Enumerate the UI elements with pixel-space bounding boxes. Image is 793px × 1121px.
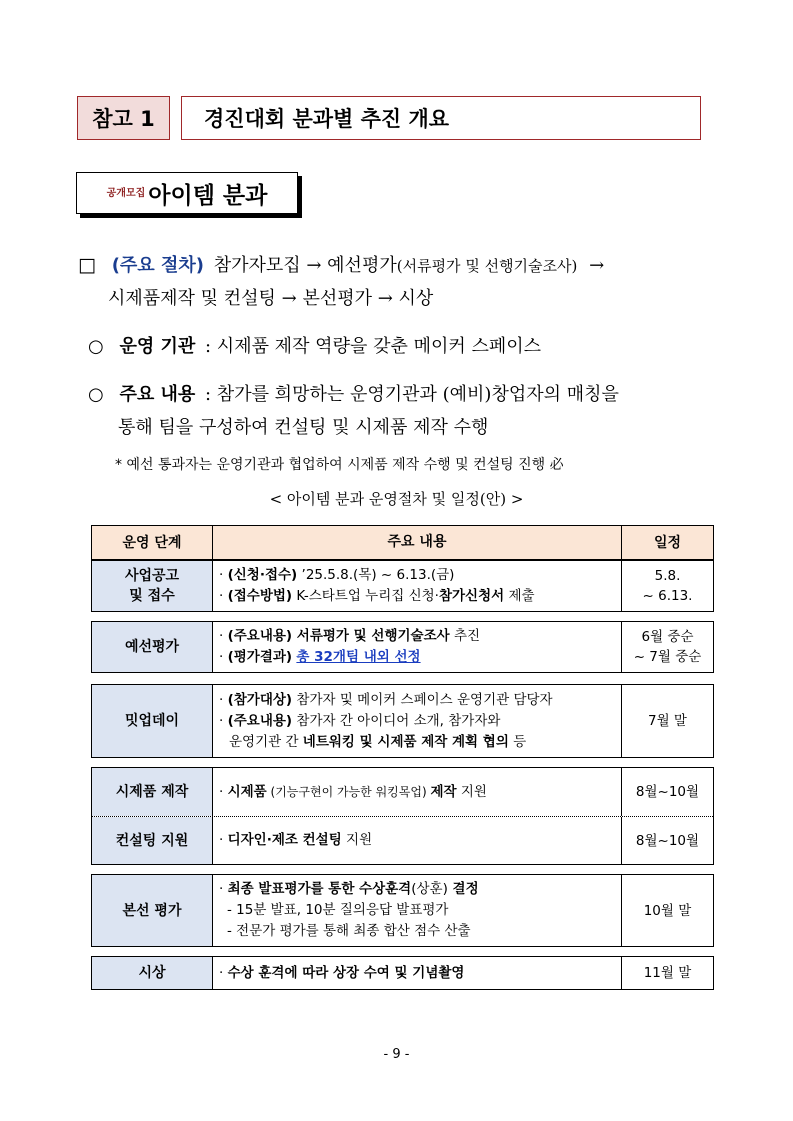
table-header-row	[91, 525, 714, 560]
division-small-label: 공개모집	[106, 187, 146, 199]
row-schedule: 11월 말	[621, 957, 713, 989]
content-line-2: 통해 팀을 구성하여 컨설팅 및 시제품 제작 수행	[118, 417, 489, 438]
content-line: · 시제품 (기능구현이 가능한 워킹목업) 제작 지원	[219, 783, 487, 800]
content-line: · (참가대상) 참가자 및 메이커 스페이스 운영기관 담당자	[219, 691, 553, 708]
table-row	[91, 560, 714, 612]
row-stage: 컨설팅 지원	[92, 817, 213, 864]
row-schedule: 10월 말	[621, 875, 713, 946]
procedure-line1-arrow: →	[589, 255, 605, 276]
square-bullet: □	[78, 254, 96, 276]
procedure-line1-text: 참가자모집 → 예선평가	[213, 255, 397, 276]
procedure-line-1	[78, 251, 604, 277]
row-stage: 예선평가	[92, 622, 213, 672]
content-line: - 15분 발표, 10분 질의응답 발표평가	[227, 902, 449, 918]
content-line: - 전문가 평가를 통해 최종 합산 점수 산출	[227, 923, 471, 939]
content-line: · (신청·접수) ’25.5.8.(목) ~ 6.13.(금)	[219, 567, 455, 583]
row-schedule: 7월 말	[621, 685, 713, 757]
content-line1-text: : 참가를 희망하는 운영기관과 (예비)창업자의 매칭을	[205, 384, 619, 405]
reference-tag: 참고 1	[77, 96, 170, 140]
content-line: · (접수방법) K-스타트업 누리집 신청·참가신청서 제출	[219, 588, 535, 604]
row-content	[213, 957, 621, 989]
page-number: - 9 -	[383, 1047, 410, 1062]
row-content	[213, 685, 621, 757]
header-schedule: 일정	[621, 526, 713, 559]
selection-link[interactable]: 총 32개팀 내외 선정	[296, 649, 421, 665]
table-row	[91, 874, 714, 947]
procedure-label: (주요 절차)	[111, 255, 204, 276]
row-schedule: 8월~10월	[621, 817, 713, 864]
row-stage: 사업공고 및 접수	[92, 561, 213, 611]
row-stage: 시상	[92, 957, 213, 989]
content-line: · 수상 훈격에 따라 상장 수여 및 기념촬영	[219, 964, 465, 981]
table-row-group	[91, 767, 714, 865]
operator-text: : 시제품 제작 역량을 갖춘 메이커 스페이스	[205, 336, 542, 357]
row-content	[213, 875, 621, 946]
row-schedule: 6월 중순 ~ 7월 중순	[621, 622, 713, 672]
reference-title: 경진대회 분과별 추진 개요	[181, 96, 701, 140]
row-stage: 밋업데이	[92, 685, 213, 757]
operator-label: 운영 기관	[119, 336, 196, 357]
content-line: · 최종 발표평가를 통한 수상훈격(상훈) 결정	[219, 881, 479, 897]
operator-line	[88, 332, 541, 358]
content-line: · (평가결과) 총 32개팀 내외 선정	[219, 649, 421, 665]
circle-bullet: ○	[88, 384, 104, 405]
procedure-line1-paren: (서류평가 및 선행기술조사)	[396, 257, 578, 275]
row-stage: 시제품 제작	[92, 768, 213, 816]
division-name: 아이템 분과	[148, 182, 268, 209]
table-caption: < 아이템 분과 운영절차 및 일정(안) >	[269, 490, 524, 508]
header-stage: 운영 단계	[92, 526, 213, 559]
content-line-1	[88, 380, 619, 406]
row-stage: 본선 평가	[92, 875, 213, 946]
note-text: * 예선 통과자는 운영기관과 협업하여 시제품 제작 수행 및 컨설팅 진행 必	[115, 457, 564, 473]
circle-bullet: ○	[88, 336, 104, 357]
content-label: 주요 내용	[119, 384, 196, 405]
header-content: 주요 내용	[213, 526, 621, 559]
table-row	[91, 621, 714, 673]
content-line: · (주요내용) 참가자 간 아이디어 소개, 참가자와	[219, 712, 501, 729]
row-schedule: 8월~10월	[621, 768, 713, 816]
table-row	[91, 684, 714, 758]
row-content	[213, 817, 621, 864]
row-content	[213, 561, 621, 611]
content-line: · 디자인·제조 컨설팅 지원	[219, 832, 373, 848]
row-content	[213, 768, 621, 816]
content-line: · (주요내용) 서류평가 및 선행기술조사 추진	[219, 628, 481, 644]
division-box	[76, 172, 298, 214]
content-line: 운영기관 간 네트워킹 및 시제품 제작 계획 협의 등	[229, 733, 527, 750]
row-content	[213, 622, 621, 672]
procedure-line-2: 시제품제작 및 컨설팅 → 본선평가 → 시상	[108, 288, 434, 309]
table-row	[91, 956, 714, 990]
row-schedule: 5.8. ~ 6.13.	[621, 561, 713, 611]
